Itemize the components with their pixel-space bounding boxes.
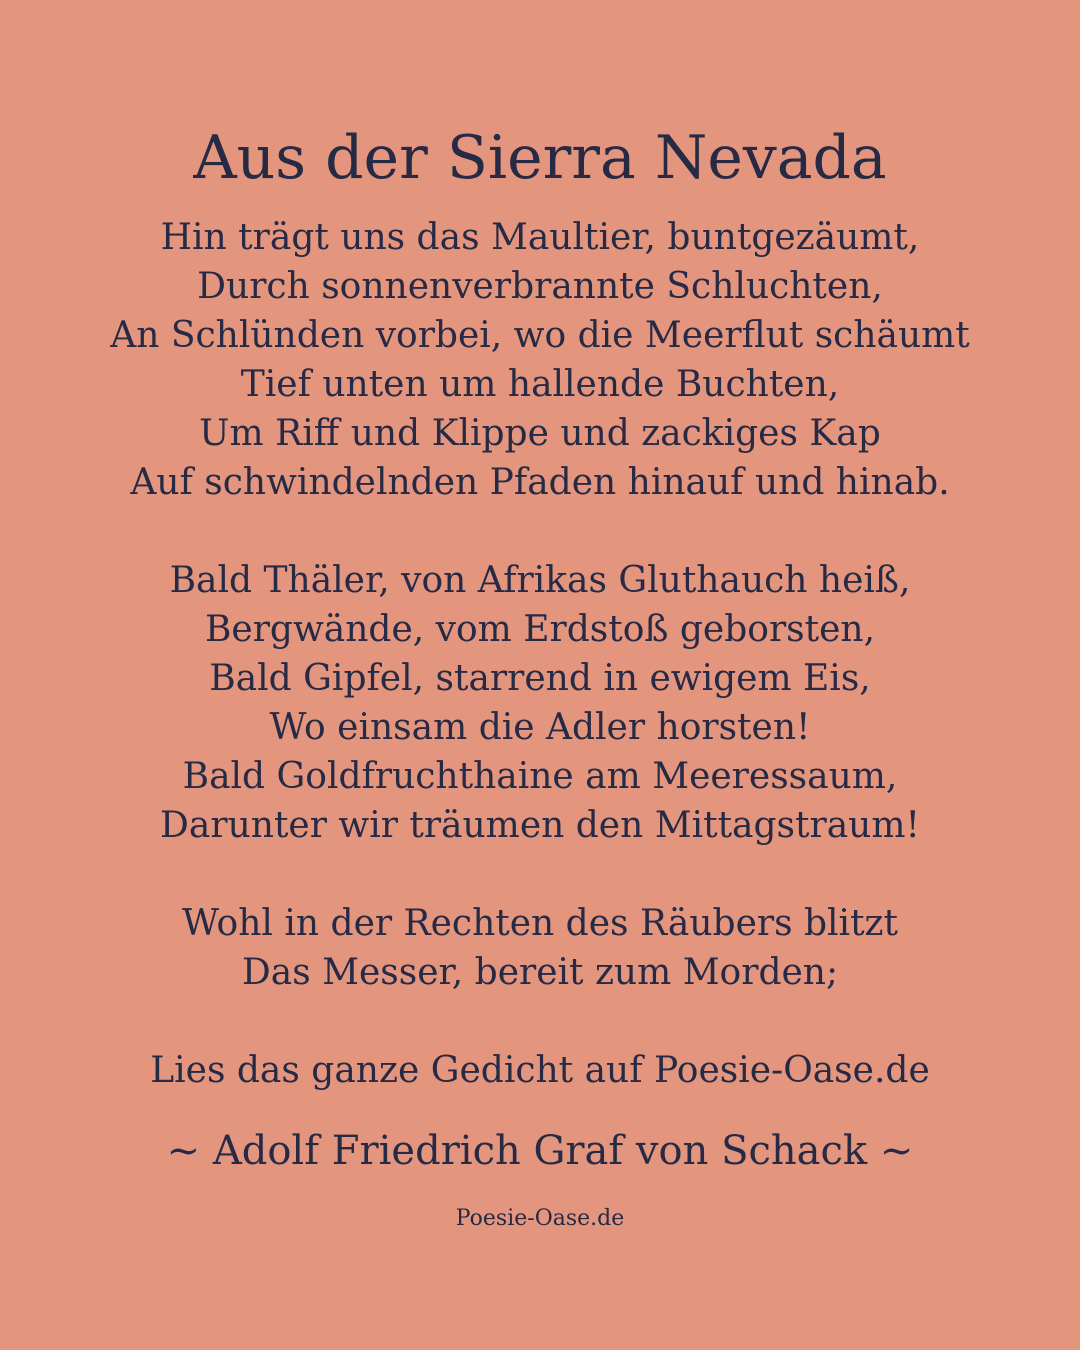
- poem-line: Um Riff und Klippe und zackiges Kap: [199, 413, 881, 454]
- poem-line: Tief unten um hallende Buchten,: [240, 364, 840, 405]
- poem-line: Auf schwindelnden Pfaden hinauf und hinab.: [130, 462, 950, 503]
- site-watermark: Poesie-Oase.de: [455, 1206, 625, 1231]
- poem-line: An Schlünden vorbei, wo die Meerflut schäumt: [110, 315, 970, 356]
- author-name: ~ Adolf Friedrich Graf von Schack ~: [166, 1128, 914, 1174]
- poem-line: Bald Gipfel, starrend in ewigem Eis,: [209, 658, 871, 699]
- poem-title: Aus der Sierra Nevada: [193, 123, 887, 193]
- poem-line: Durch sonnenverbrannte Schluchten,: [197, 266, 883, 307]
- poem-line: Hin trägt uns das Maultier, buntgezäumt,: [160, 217, 920, 258]
- poem-line: Das Messer, bereit zum Morden;: [241, 952, 839, 993]
- stanza-3: [0, 899, 1080, 997]
- stanza-2: [0, 556, 1080, 850]
- read-more-text: Lies das ganze Gedicht auf Poesie-Oase.de: [150, 1050, 930, 1091]
- poem-line: Bergwände, vom Erdstoß geborsten,: [204, 609, 876, 650]
- stanza-1: [0, 213, 1080, 507]
- poem-line: Wohl in der Rechten des Räubers blitzt: [182, 903, 898, 944]
- poem-line: Bald Thäler, von Afrikas Gluthauch heiß,: [169, 560, 911, 601]
- poem-line: Bald Goldfruchthaine am Meeressaum,: [182, 756, 898, 797]
- poem-line: Wo einsam die Adler horsten!: [269, 707, 811, 748]
- poem-line: Darunter wir träumen den Mittagstraum!: [160, 805, 920, 846]
